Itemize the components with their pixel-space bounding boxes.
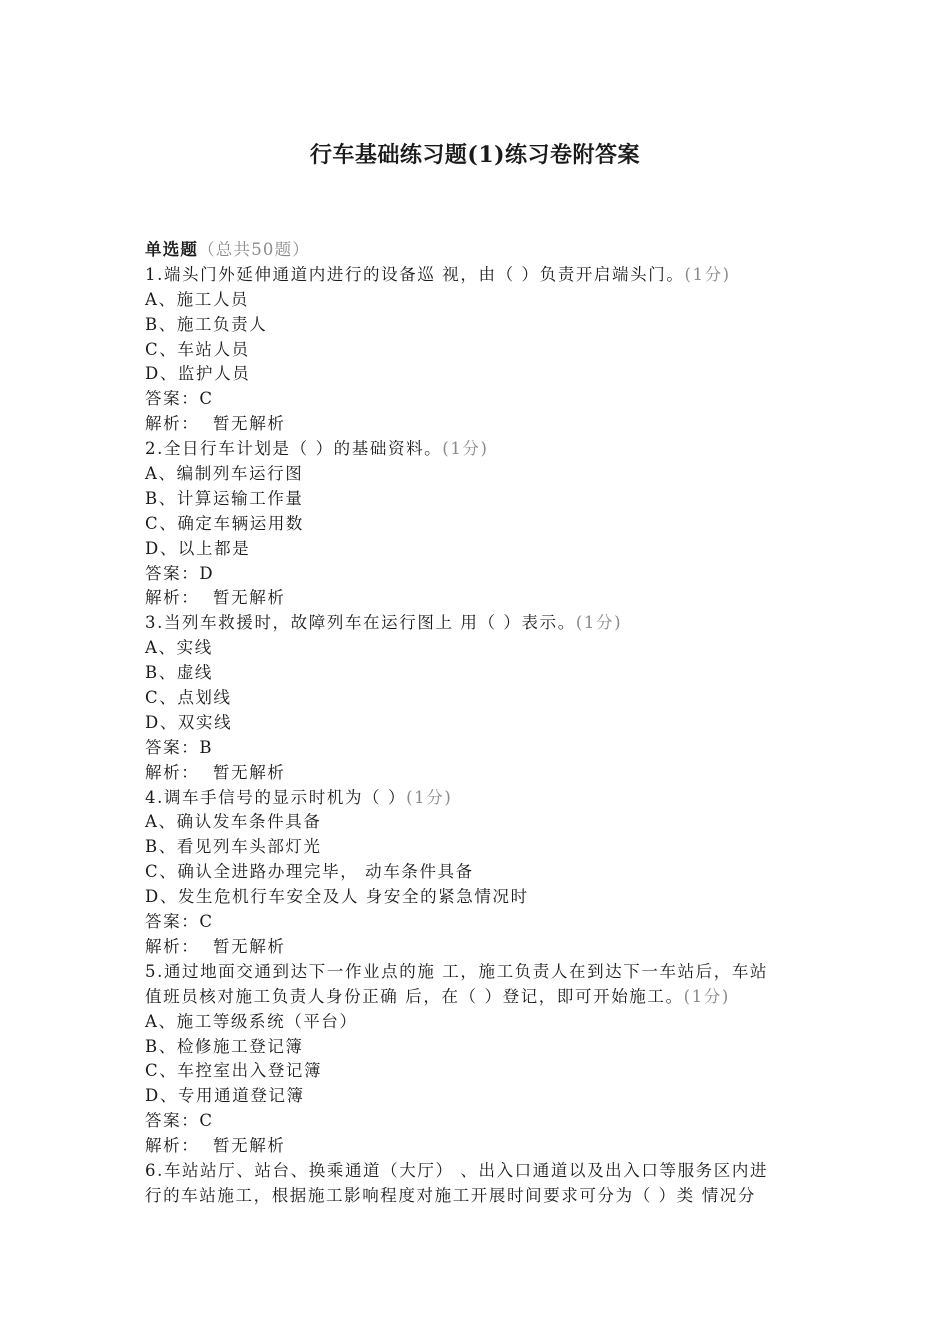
- analysis-label: 解析：: [145, 762, 200, 782]
- answer-line: [145, 387, 815, 412]
- option-d: D、监护人员: [145, 364, 251, 384]
- analysis-value: 暂无解析: [213, 762, 286, 782]
- option-c: C、车控室出入登记簿: [145, 1061, 323, 1081]
- question-block: [145, 1159, 815, 1209]
- stem-text: 1.端头门外延伸通道内进行的设备巡 视，由（ ）负责开启端头门。: [145, 264, 685, 284]
- answer-label: 答案：: [145, 389, 200, 409]
- question-score: (1分): [406, 787, 453, 807]
- question-stem-line-2: 行的车站施工，根据施工影响程度对施工开展时间要求可分为（ ）类 情况分: [145, 1185, 756, 1205]
- analysis-value: 暂无解析: [213, 936, 286, 956]
- option-a: A、实线: [145, 638, 213, 658]
- question-block: [145, 960, 815, 1159]
- answer-value: C: [199, 389, 214, 409]
- stem-text: 2.全日行车计划是（ ）的基础资料。: [145, 439, 443, 459]
- analysis-line: [145, 586, 815, 611]
- question-block: [145, 611, 815, 785]
- option-c: C、确定车辆运用数: [145, 513, 305, 533]
- analysis-label: 解析：: [145, 588, 200, 608]
- stem-text: 4.调车手信号的显示时机为（ ）: [145, 787, 407, 807]
- option-d: D、专用通道登记簿: [145, 1086, 305, 1106]
- option-c: C、点划线: [145, 688, 232, 708]
- question-block: [145, 437, 815, 611]
- option-a: A、编制列车运行图: [145, 464, 304, 484]
- analysis-value: 暂无解析: [213, 588, 286, 608]
- answer-line: [145, 910, 815, 935]
- question-score: (1分): [683, 986, 730, 1006]
- option-b: B、计算运输工作量: [145, 488, 304, 508]
- answer-value: D: [199, 563, 215, 583]
- answer-value: B: [199, 737, 214, 757]
- answer-line: [145, 736, 815, 761]
- option-a: A、施工人员: [145, 289, 250, 309]
- section-title: 单选题: [145, 240, 199, 259]
- answer-line: [145, 562, 815, 587]
- answer-label: 答案：: [145, 737, 200, 757]
- analysis-label: 解析：: [145, 1136, 200, 1156]
- analysis-line: [145, 935, 815, 960]
- question-stem-line-1: 5.通过地面交通到达下一作业点的施 工，施工负责人在到达下一车站后，车站: [145, 961, 769, 981]
- analysis-label: 解析：: [145, 414, 200, 434]
- analysis-value: 暂无解析: [213, 414, 286, 434]
- answer-label: 答案：: [145, 912, 200, 932]
- option-b: B、施工负责人: [145, 314, 268, 334]
- question-score: (1分): [684, 264, 731, 284]
- section-heading: [145, 238, 815, 263]
- option-a: A、施工等级系统（平台）: [145, 1011, 358, 1031]
- section-count-note: （总共50题）: [198, 240, 311, 259]
- analysis-label: 解析：: [145, 936, 200, 956]
- question-score: (1分): [442, 439, 489, 459]
- analysis-line: [145, 761, 815, 786]
- question-stem: [145, 263, 815, 288]
- question-stem-line-2: [145, 985, 815, 1010]
- question-stem-line-1: 6.车站站厅、站台、换乘通道（大厅） 、出入口通道以及出入口等服务区内进: [145, 1160, 769, 1180]
- document-title: 行车基础练习题(1)练习卷附答案: [309, 142, 641, 168]
- answer-value: C: [199, 912, 214, 932]
- question-stem: [145, 786, 815, 811]
- option-c: C、确认全进路办理完毕， 动车条件具备: [145, 862, 474, 882]
- option-a: A、确认发车条件具备: [145, 812, 322, 832]
- option-d: D、双实线: [145, 712, 233, 732]
- option-d: D、以上都是: [145, 538, 251, 558]
- stem-text: 值班员核对施工负责人身份正确 后，在（ ）登记，即可开始施工。: [145, 986, 684, 1006]
- question-score: (1分): [575, 613, 623, 633]
- answer-label: 答案：: [145, 563, 200, 583]
- question-block: [145, 786, 815, 960]
- analysis-line: [145, 412, 815, 437]
- analysis-line: [145, 1134, 815, 1159]
- answer-label: 答案：: [145, 1111, 200, 1131]
- option-d: D、发生危机行车安全及人 身安全的紧急情况时: [145, 887, 529, 907]
- stem-text: 3.当列车救援时，故障列车在运行图上 用（ ）表示。: [145, 613, 576, 633]
- option-b: B、虚线: [145, 663, 214, 683]
- question-stem: [145, 437, 815, 462]
- option-b: B、看见列车头部灯光: [145, 837, 322, 857]
- analysis-value: 暂无解析: [213, 1136, 286, 1156]
- option-b: B、检修施工登记簿: [145, 1036, 304, 1056]
- option-c: C、车站人员: [145, 339, 250, 359]
- question-block: [145, 263, 815, 437]
- answer-line: [145, 1109, 815, 1134]
- question-stem: [145, 611, 815, 636]
- answer-value: C: [199, 1111, 214, 1131]
- question-list: [145, 238, 815, 1209]
